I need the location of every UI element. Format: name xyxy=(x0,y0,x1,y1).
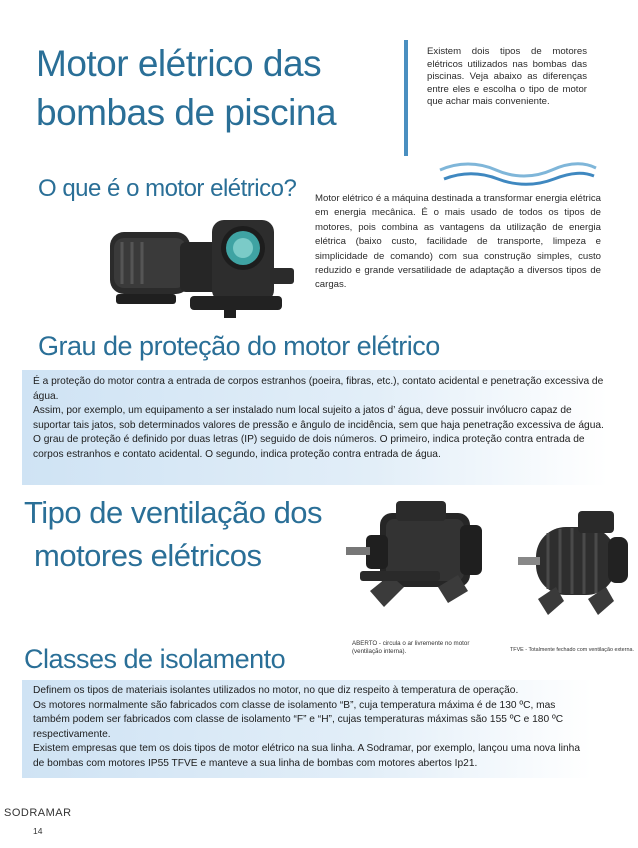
section-title-ventilation-line1: Tipo de ventilação dos xyxy=(24,495,323,530)
brand-footer: SODRAMAR xyxy=(4,807,72,819)
protection-paragraph-2: Assim, por exemplo, um equipamento a ser instalado num local sujeito a jatos d’ água, deve possuir invólucro capaz de suportar tais jatos, sob determinados valores de pressão e ângulo de incidência, sem que haja penetração excessiva de água. xyxy=(33,405,604,431)
accent-divider xyxy=(404,40,408,156)
open-motor-image xyxy=(340,495,490,635)
section-title-protection: Grau de proteção do motor elétrico xyxy=(38,331,440,361)
intro-paragraph: Existem dois tipos de motores elétricos utilizados nas bombas das piscinas. Veja abaixo as diferenças entre eles e escolha o tipo de motor que achar mais conveniente. xyxy=(427,46,587,108)
page-title-line2: bombas de piscina xyxy=(36,92,337,133)
pool-pump-image xyxy=(100,212,300,332)
tfve-motor-caption: TFVE - Totalmente fechado com ventilação externa. xyxy=(510,647,634,653)
open-motor-caption: ABERTO - circula o ar livremente no motor (ventilação interna). xyxy=(352,640,470,655)
page-title-line1: Motor elétrico das xyxy=(36,43,322,84)
insulation-paragraph-1: Definem os tipos de materiais isolantes utilizados no motor, no que diz respeito à temperatura de operação. xyxy=(33,685,519,696)
protection-paragraph-1: É a proteção do motor contra a entrada de corpos estranhos (poeira, fibras, etc.), contato acidental e penetração excessiva de água. xyxy=(33,376,604,402)
section-title-ventilation-line2: motores elétricos xyxy=(34,538,262,573)
section-title-insulation: Classes de isolamento xyxy=(24,644,286,674)
insulation-paragraph-3: Existem empresas que tem os dois tipos de motor elétrico na sua linha. A Sodramar, por exemplo, lançou uma nova linha de bombas com motores IP55 TFVE e manteve a sua linha de bombas com motores abertos Ip21. xyxy=(33,743,581,769)
water-waves-icon xyxy=(438,162,598,186)
insulation-paragraph-2: Os motores normalmente são fabricados com classe de isolamento “B”, cuja temperatura máxima é de 130 ºC, mas também podem ser fabricados com classe de isolamento “F” e “H”, cujas temperaturas máximas são 155 ºC e 180 ºC respectivamente. xyxy=(33,699,564,740)
motor-definition-paragraph: Motor elétrico é a máquina destinada a transformar energia elétrica em energia mecânica. É o mais usado de todos os tipos de motores, pois combina as vantagens da utilização de energia elétrica (baixo custo, facilidade de transporte, limpeza e simplicidade de comando) com sua construção simples, custo reduzido e grande versatilidade de adaptação a diversos tipos de cargas. xyxy=(315,193,601,291)
insulation-text xyxy=(33,684,588,772)
page-number: 14 xyxy=(33,826,43,836)
section-title-what-is: O que é o motor elétrico? xyxy=(38,175,297,202)
tfve-motor-image xyxy=(508,503,633,638)
protection-paragraph-3: O grau de proteção é definido por duas letras (IP) seguido de dois números. O primeiro, indica proteção contra entrada de corpos estranhos e contato acidental. O segundo, indica proteção contra entrada de água. xyxy=(33,434,585,460)
protection-text xyxy=(33,375,605,463)
